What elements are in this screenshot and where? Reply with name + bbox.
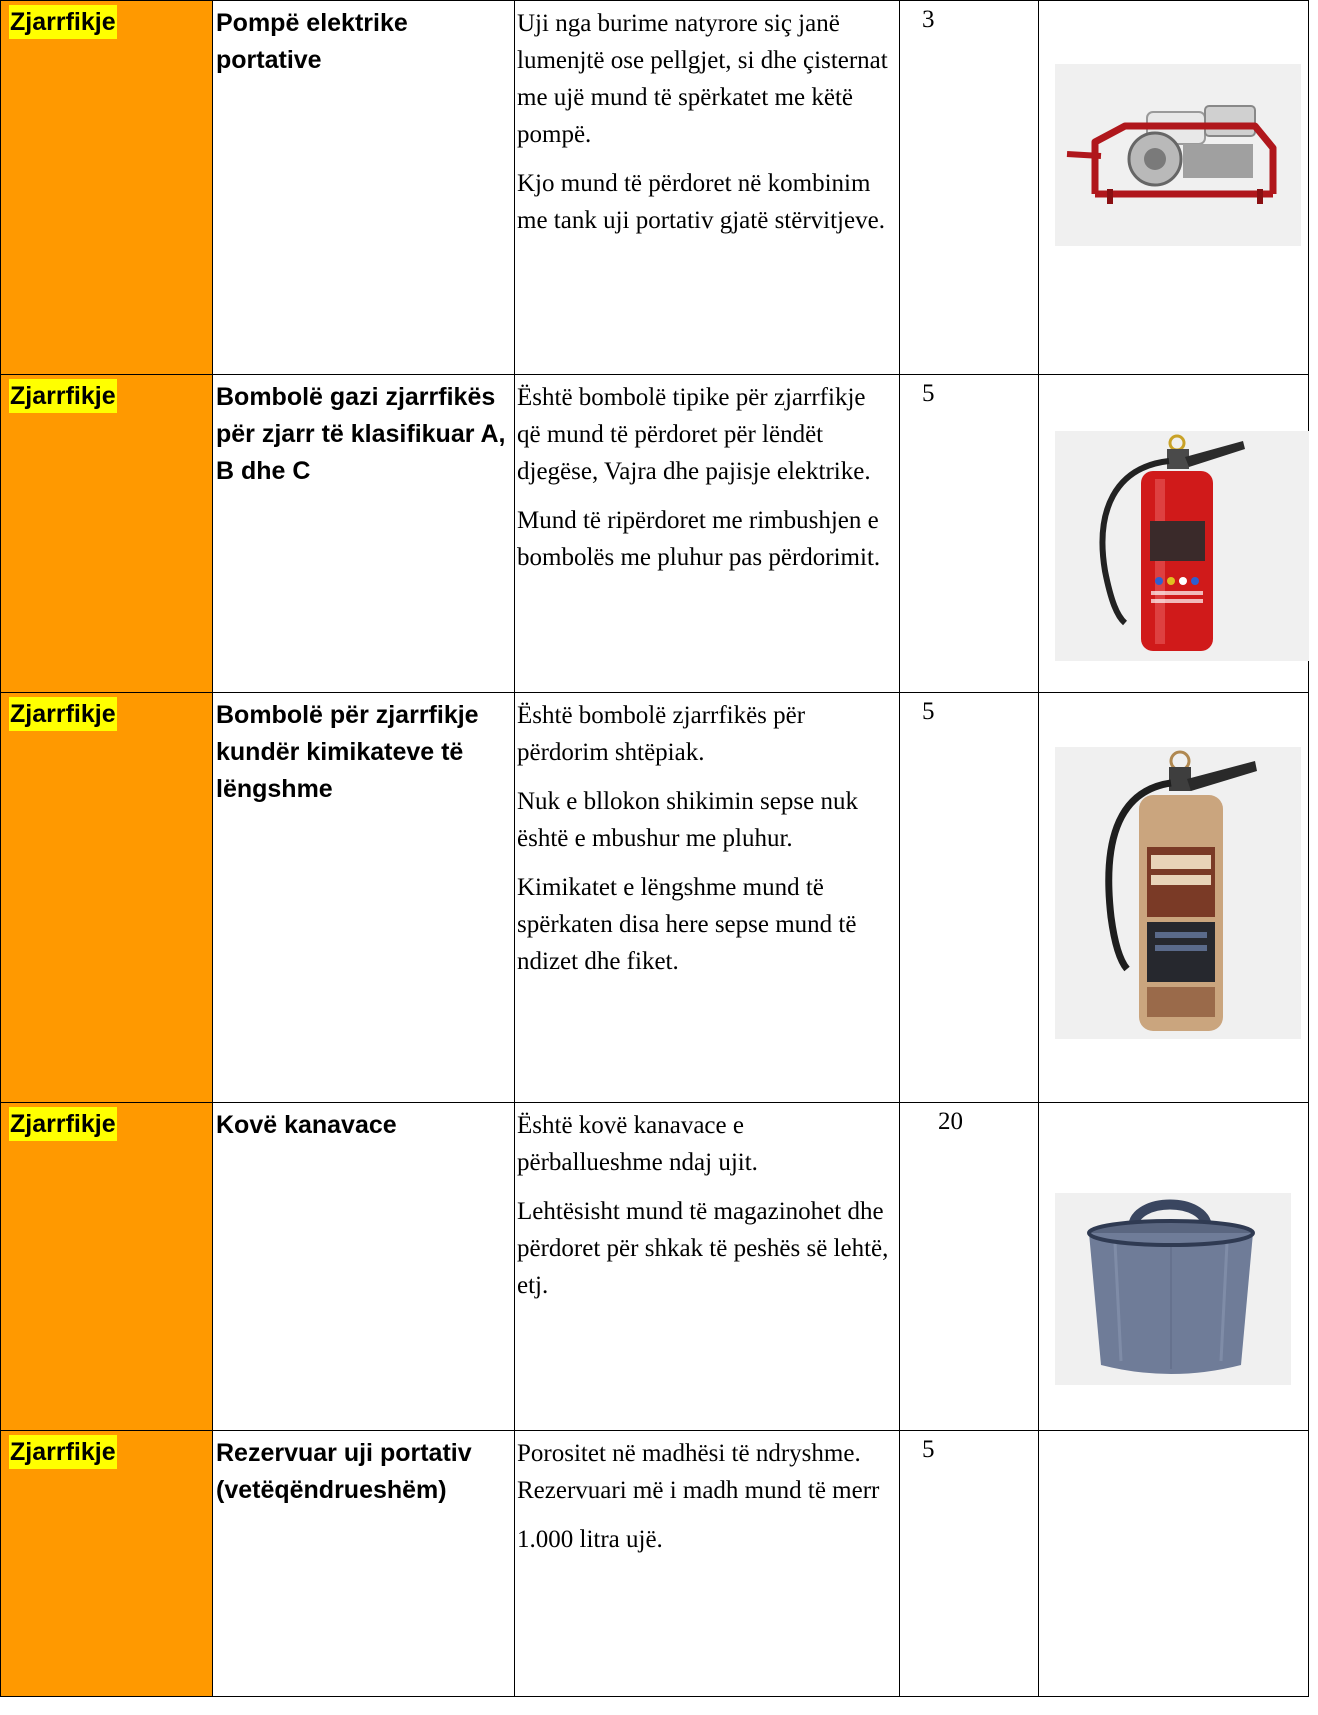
description-paragraph: Uji nga burime natyrore siç janë lumenjtë ose pellgjet, si dhe çisternat me ujë mund të spërkatet me këtë pompë.	[517, 10, 888, 148]
portable-pump-photo	[1055, 64, 1301, 246]
category-cell	[1, 1431, 213, 1697]
table-row	[1, 1431, 1309, 1697]
item-name: Pompë elektrike portative	[216, 9, 408, 74]
liquid-extinguisher-photo	[1055, 747, 1301, 1039]
description-paragraph: Porositet në madhësi të ndryshme. Rezervuari më i madh mund të merr	[517, 1440, 880, 1504]
description-paragraph: Lehtësisht mund të magazinohet dhe përdoret për shkak të peshës së lehtë, etj.	[517, 1198, 889, 1299]
canvas-bucket-photo	[1055, 1193, 1291, 1385]
description-paragraph: Mund të ripërdoret me rimbushjen e bombolës me pluhur pas përdorimit.	[517, 507, 881, 571]
item-name: Kovë kanavace	[216, 1111, 397, 1139]
quantity-cell	[900, 1103, 1039, 1431]
description-cell	[515, 693, 900, 1103]
quantity-value: 5	[922, 380, 935, 407]
category-cell	[1, 1, 213, 375]
description-paragraph: Kjo mund të përdoret në kombinim me tank uji portativ gjatë stërvitjeve.	[517, 170, 885, 234]
category-label: Zjarrfikje	[9, 697, 117, 731]
table-row	[1, 375, 1309, 693]
image-cell	[1039, 693, 1309, 1103]
quantity-cell	[900, 1431, 1039, 1697]
description-paragraph: 1.000 litra ujë.	[517, 1526, 663, 1553]
description-cell	[515, 1, 900, 375]
table-row	[1, 1, 1309, 375]
category-cell	[1, 693, 213, 1103]
quantity-value: 5	[922, 1436, 935, 1463]
table-row	[1, 1103, 1309, 1431]
quantity-cell	[900, 375, 1039, 693]
description-paragraph: Është bombolë tipike për zjarrfikje që mund të përdoret për lëndët djegëse, Vajra dhe pajisje elektrike.	[517, 384, 871, 485]
description-cell	[515, 375, 900, 693]
description-cell	[515, 1431, 900, 1697]
item-name: Bombolë gazi zjarrfikës për zjarr të klasifikuar A, B dhe C	[216, 383, 506, 485]
red-fire-extinguisher-photo	[1055, 431, 1309, 661]
category-label: Zjarrfikje	[9, 1107, 117, 1141]
image-cell	[1039, 1103, 1309, 1431]
category-cell	[1, 375, 213, 693]
item-name-cell	[213, 1431, 515, 1697]
item-name: Rezervuar uji portativ (vetëqëndrueshëm)	[216, 1439, 472, 1504]
description-cell	[515, 1103, 900, 1431]
quantity-cell	[900, 693, 1039, 1103]
category-cell	[1, 1103, 213, 1431]
quantity-value: 20	[938, 1108, 963, 1135]
item-name-cell	[213, 1, 515, 375]
item-name-cell	[213, 693, 515, 1103]
description-paragraph: Kimikatet e lëngshme mund të spërkaten disa here sepse mund të ndizet dhe fiket.	[517, 874, 857, 975]
category-label: Zjarrfikje	[9, 379, 117, 413]
table-row	[1, 693, 1309, 1103]
item-name-cell	[213, 1103, 515, 1431]
image-cell	[1039, 375, 1309, 693]
description-paragraph: Është bombolë zjarrfikës për përdorim shtëpiak.	[517, 702, 806, 766]
category-label: Zjarrfikje	[9, 5, 117, 39]
item-name: Bombolë për zjarrfikje kundër kimikateve të lëngshme	[216, 701, 479, 803]
quantity-cell	[900, 1, 1039, 375]
item-name-cell	[213, 375, 515, 693]
quantity-value: 3	[922, 6, 935, 33]
description-paragraph: Nuk e bllokon shikimin sepse nuk është e mbushur me pluhur.	[517, 788, 858, 852]
image-cell	[1039, 1431, 1309, 1697]
quantity-value: 5	[922, 698, 935, 725]
image-cell	[1039, 1, 1309, 375]
description-paragraph: Është kovë kanavace e përballueshme ndaj ujit.	[517, 1112, 758, 1176]
category-label: Zjarrfikje	[9, 1435, 117, 1469]
